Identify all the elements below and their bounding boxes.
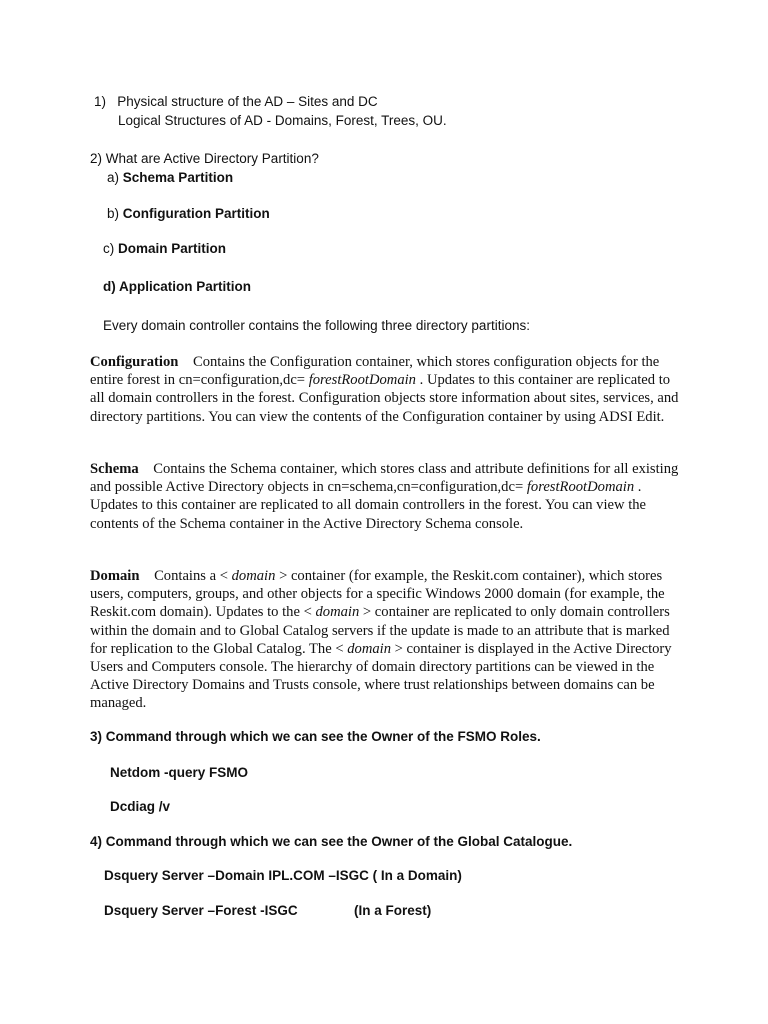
domain-text-4: > container is displayed in the Active Directory Users and Computers console. The hierarchy of domain directory partitions can be viewed in the Active Directory Domains and Trusts console, where trust relationships between domains can be managed. <box>90 640 672 712</box>
q3-question: 3) Command through which we can see the Owner of the FSMO Roles. <box>90 729 541 744</box>
q1-number: 1) <box>94 94 107 109</box>
configuration-paragraph <box>90 353 680 426</box>
q2-item-a-marker: a) <box>107 170 120 185</box>
configuration-term: Configuration <box>90 354 179 370</box>
domain-term: Domain <box>90 568 140 584</box>
configuration-text-1: Contains the Configuration container, which stores configuration objects for the entire forest in cn=configuration,dc= <box>90 354 660 389</box>
q3-command-dcdiag: Dcdiag /v <box>110 799 171 814</box>
q2-question: 2) What are Active Directory Partition? <box>90 151 319 166</box>
q2-item-c-marker: c) <box>103 241 115 256</box>
q1-logical-structures: Logical Structures of AD - Domains, Forest, Trees, OU. <box>118 113 447 128</box>
q2-item-c <box>103 241 226 256</box>
q1-line1 <box>94 94 378 109</box>
q2-item-b <box>107 206 270 221</box>
q1-physical-structure: Physical structure of the AD – Sites and DC <box>117 94 378 109</box>
schema-text-2: . Updates to this container are replicated to all domain controllers in the forest. You can view the contents of the Schema container in the Active Directory Schema console. <box>90 479 647 532</box>
q4-command-domain: Dsquery Server –Domain IPL.COM –ISGC ( In a Domain) <box>104 868 462 883</box>
q2-item-b-label: Configuration Partition <box>122 206 270 221</box>
domain-text-1: Contains a < <box>154 568 228 584</box>
schema-text-1: Contains the Schema container, which stores class and attribute definitions for all existing and possible Active Directory objects in cn=schema,cn=configuration,dc= <box>90 461 679 496</box>
domain-paragraph <box>90 567 680 713</box>
q4-command-forest: Dsquery Server –Forest -ISGC <box>104 903 298 918</box>
q2-intro: Every domain controller contains the following three directory partitions: <box>103 318 530 333</box>
q2-item-a <box>107 170 233 185</box>
schema-term: Schema <box>90 461 139 477</box>
domain-italic-3: domain <box>347 640 391 657</box>
domain-text-3: > container are replicated to only domain controllers within the domain and to Global Catalog servers if the update is made to an attribute that is marked for replication to the Global Catalog. The < <box>90 604 670 657</box>
configuration-forest-root: forestRootDomain <box>308 372 416 389</box>
q2-item-d: d) Application Partition <box>103 279 251 294</box>
q2-item-a-label: Schema Partition <box>122 170 234 185</box>
domain-italic-2: domain <box>315 604 360 621</box>
schema-paragraph <box>90 460 680 533</box>
q4-question: 4) Command through which we can see the Owner of the Global Catalogue. <box>90 834 573 849</box>
domain-italic-1: domain <box>231 568 276 584</box>
configuration-text-2: . Updates to this container are replicated to all domain controllers in the forest. Configuration objects store information about sites, services, and directory partitions. You can view the contents of the Configuration container by using ADSI Edit. <box>90 372 679 425</box>
q4-command-forest-note: (In a Forest) <box>354 903 432 918</box>
schema-forest-root: forestRootDomain <box>526 479 635 496</box>
q3-command-netdom: Netdom -query FSMO <box>110 765 249 780</box>
q2-item-c-label: Domain Partition <box>118 241 227 256</box>
domain-text-2: > container (for example, the Reskit.com container), which stores users, computers, groups, and other objects for a specific Windows 2000 domain (for example, the Reskit.com domain). Updates to the < <box>90 568 665 621</box>
q2-item-b-marker: b) <box>107 206 120 221</box>
